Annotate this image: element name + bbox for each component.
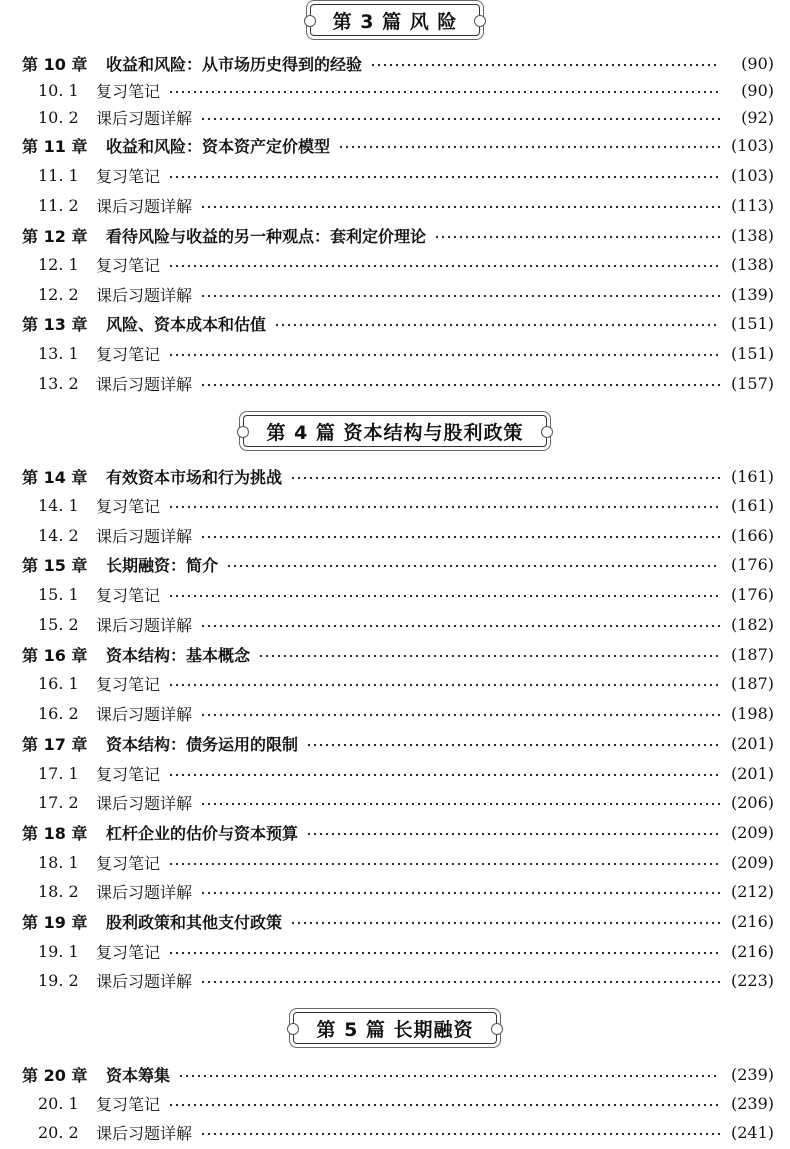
- page-number: (157): [730, 373, 774, 393]
- section-title: 复习笔记: [96, 853, 161, 873]
- section-title: 课后习题详解: [96, 285, 193, 305]
- toc-section-11-2[interactable]: [38, 192, 774, 218]
- page-number: (241): [730, 1122, 774, 1142]
- section-number: 11. 2: [38, 195, 79, 215]
- page-number: (216): [730, 911, 774, 931]
- dot-leader: [338, 145, 720, 149]
- chapter-number: 第 13 章: [22, 314, 88, 334]
- chapter-title: 股利政策和其他支付政策: [106, 912, 283, 932]
- dot-leader: [200, 980, 720, 984]
- page-number: (103): [730, 135, 774, 155]
- toc-chapter-13[interactable]: [22, 310, 774, 336]
- page-number: (151): [730, 313, 774, 333]
- dot-leader: [274, 323, 720, 327]
- page-number: (113): [730, 195, 774, 215]
- dot-leader: [168, 773, 720, 777]
- page-number: (92): [741, 107, 774, 127]
- toc-section-17-1[interactable]: [38, 760, 774, 786]
- section-title: 课后习题详解: [96, 108, 193, 128]
- section-title: 复习笔记: [96, 1094, 161, 1114]
- part-title: 第 5 篇 长期融资: [293, 1012, 496, 1044]
- toc-section-20-1[interactable]: [38, 1090, 774, 1116]
- toc-chapter-18[interactable]: [22, 819, 774, 845]
- toc-section-20-2[interactable]: [38, 1119, 774, 1145]
- chapter-number: 第 17 章: [22, 734, 88, 754]
- section-title: 复习笔记: [96, 255, 161, 275]
- dot-leader: [168, 175, 720, 179]
- chapter-title: 长期融资：简介: [106, 555, 219, 575]
- section-title: 课后习题详解: [96, 793, 193, 813]
- section-number: 17. 2: [38, 792, 79, 812]
- section-number: 12. 2: [38, 284, 79, 304]
- chapter-title: 有效资本市场和行为挑战: [106, 467, 283, 487]
- section-title: 课后习题详解: [96, 1123, 193, 1143]
- dot-leader: [168, 353, 720, 357]
- dot-leader: [370, 63, 720, 67]
- section-number: 20. 1: [38, 1093, 79, 1113]
- dot-leader: [434, 235, 720, 239]
- toc-chapter-16[interactable]: [22, 641, 774, 667]
- chapter-number: 第 19 章: [22, 912, 88, 932]
- section-title: 课后习题详解: [96, 374, 193, 394]
- section-title: 课后习题详解: [96, 882, 193, 902]
- section-number: 20. 2: [38, 1122, 79, 1142]
- section-number: 15. 1: [38, 584, 79, 604]
- section-number: 18. 2: [38, 881, 79, 901]
- dot-leader: [168, 264, 720, 268]
- section-number: 16. 1: [38, 673, 79, 693]
- toc-section-14-2[interactable]: [38, 522, 774, 548]
- toc-section-19-1[interactable]: [38, 938, 774, 964]
- page-number: (90): [741, 53, 774, 73]
- toc-chapter-10[interactable]: [22, 50, 774, 76]
- page-number: (187): [730, 673, 774, 693]
- section-title: 课后习题详解: [96, 971, 193, 991]
- page-number: (209): [730, 852, 774, 872]
- dot-leader: [168, 90, 720, 94]
- dot-leader: [200, 117, 720, 121]
- section-number: 18. 1: [38, 852, 79, 872]
- section-number: 15. 2: [38, 614, 79, 634]
- chapter-title: 资本结构：基本概念: [106, 645, 251, 665]
- section-number: 16. 2: [38, 703, 79, 723]
- dot-leader: [306, 832, 720, 836]
- dot-leader: [168, 683, 720, 687]
- section-number: 19. 1: [38, 941, 79, 961]
- chapter-title: 杠杆企业的估价与资本预算: [106, 823, 299, 843]
- section-title: 课后习题详解: [96, 196, 193, 216]
- page-number: (103): [730, 165, 774, 185]
- chapter-number: 第 18 章: [22, 823, 88, 843]
- chapter-number: 第 15 章: [22, 555, 88, 575]
- dot-leader: [200, 294, 720, 298]
- page-number: (201): [730, 733, 774, 753]
- dot-leader: [226, 564, 720, 568]
- chapter-number: 第 12 章: [22, 226, 88, 246]
- dot-leader: [168, 1103, 720, 1107]
- part-title: 第 4 篇 资本结构与股利政策: [243, 415, 546, 447]
- section-number: 14. 2: [38, 525, 79, 545]
- dot-leader: [200, 1132, 720, 1136]
- toc-section-10-1[interactable]: [38, 77, 774, 103]
- page-number: (216): [730, 941, 774, 961]
- section-number: 12. 1: [38, 254, 79, 274]
- chapter-number: 第 20 章: [22, 1065, 88, 1085]
- section-title: 课后习题详解: [96, 704, 193, 724]
- section-number: 19. 2: [38, 970, 79, 990]
- section-number: 11. 1: [38, 165, 79, 185]
- page-number: (139): [730, 284, 774, 304]
- section-number: 13. 1: [38, 343, 79, 363]
- dot-leader: [290, 921, 720, 925]
- section-title: 复习笔记: [96, 764, 161, 784]
- dot-leader: [200, 713, 720, 717]
- chapter-number: 第 16 章: [22, 645, 88, 665]
- toc-section-13-1[interactable]: [38, 340, 774, 366]
- page-number: (138): [730, 254, 774, 274]
- part-5-header: [0, 1008, 790, 1048]
- dot-leader: [200, 891, 720, 895]
- toc-chapter-11[interactable]: [22, 132, 774, 158]
- section-number: 10. 1: [38, 80, 79, 100]
- chapter-title: 资本结构：债务运用的限制: [106, 734, 299, 754]
- toc-section-18-1[interactable]: [38, 849, 774, 875]
- dot-leader: [168, 594, 720, 598]
- dot-leader: [168, 951, 720, 955]
- page-number: (176): [730, 584, 774, 604]
- section-title: 课后习题详解: [96, 615, 193, 635]
- section-title: 复习笔记: [96, 166, 161, 186]
- toc-chapter-12[interactable]: [22, 222, 774, 248]
- page-number: (201): [730, 763, 774, 783]
- toc-chapter-17[interactable]: [22, 730, 774, 756]
- toc-section-12-2[interactable]: [38, 281, 774, 307]
- toc-section-18-2[interactable]: [38, 878, 774, 904]
- section-title: 复习笔记: [96, 496, 161, 516]
- toc-chapter-15[interactable]: [22, 551, 774, 577]
- section-number: 10. 2: [38, 107, 79, 127]
- dot-leader: [168, 862, 720, 866]
- chapter-number: 第 10 章: [22, 54, 88, 74]
- page-number: (223): [730, 970, 774, 990]
- page-number: (166): [730, 525, 774, 545]
- page-number: (90): [741, 80, 774, 100]
- toc-section-10-2[interactable]: [38, 104, 774, 130]
- page-number: (187): [730, 644, 774, 664]
- dot-leader: [200, 205, 720, 209]
- toc-chapter-19[interactable]: [22, 908, 774, 934]
- page-number: (209): [730, 822, 774, 842]
- toc-section-11-1[interactable]: [38, 162, 774, 188]
- dot-leader: [168, 505, 720, 509]
- dot-leader: [200, 535, 720, 539]
- section-title: 复习笔记: [96, 344, 161, 364]
- page-number: (198): [730, 703, 774, 723]
- toc-section-16-1[interactable]: [38, 670, 774, 696]
- section-title: 课后习题详解: [96, 526, 193, 546]
- chapter-title: 风险、资本成本和估值: [106, 314, 267, 334]
- dot-leader: [258, 654, 720, 658]
- section-title: 复习笔记: [96, 81, 161, 101]
- page-number: (161): [730, 495, 774, 515]
- chapter-title: 收益和风险：资本资产定价模型: [106, 136, 331, 156]
- section-title: 复习笔记: [96, 942, 161, 962]
- chapter-number: 第 11 章: [22, 136, 88, 156]
- dot-leader: [290, 476, 720, 480]
- section-number: 17. 1: [38, 763, 79, 783]
- page-number: (212): [730, 881, 774, 901]
- chapter-title: 看待风险与收益的另一种观点：套利定价理论: [106, 226, 427, 246]
- page-number: (138): [730, 225, 774, 245]
- page-number: (239): [730, 1093, 774, 1113]
- toc-section-12-1[interactable]: [38, 251, 774, 277]
- dot-leader: [178, 1074, 720, 1078]
- part-3-header: [0, 0, 790, 40]
- toc-chapter-20[interactable]: [22, 1061, 774, 1087]
- section-number: 14. 1: [38, 495, 79, 515]
- part-title: 第 3 篇 风 险: [310, 4, 481, 36]
- toc-chapter-14[interactable]: [22, 463, 774, 489]
- chapter-title: 收益和风险：从市场历史得到的经验: [106, 54, 363, 74]
- page-number: (206): [730, 792, 774, 812]
- part-4-header: [0, 411, 790, 451]
- section-number: 13. 2: [38, 373, 79, 393]
- page-number: (161): [730, 466, 774, 486]
- dot-leader: [306, 743, 720, 747]
- section-title: 复习笔记: [96, 674, 161, 694]
- dot-leader: [200, 383, 720, 387]
- toc-section-14-1[interactable]: [38, 492, 774, 518]
- toc-section-15-1[interactable]: [38, 581, 774, 607]
- page-number: (182): [730, 614, 774, 634]
- toc-section-19-2[interactable]: [38, 967, 774, 993]
- toc-section-15-2[interactable]: [38, 611, 774, 637]
- chapter-number: 第 14 章: [22, 467, 88, 487]
- toc-section-16-2[interactable]: [38, 700, 774, 726]
- page-number: (176): [730, 554, 774, 574]
- page-number: (151): [730, 343, 774, 363]
- dot-leader: [200, 802, 720, 806]
- section-title: 复习笔记: [96, 585, 161, 605]
- chapter-title: 资本筹集: [106, 1065, 171, 1085]
- toc-section-13-2[interactable]: [38, 370, 774, 396]
- page-number: (239): [730, 1064, 774, 1084]
- toc-section-17-2[interactable]: [38, 789, 774, 815]
- dot-leader: [200, 624, 720, 628]
